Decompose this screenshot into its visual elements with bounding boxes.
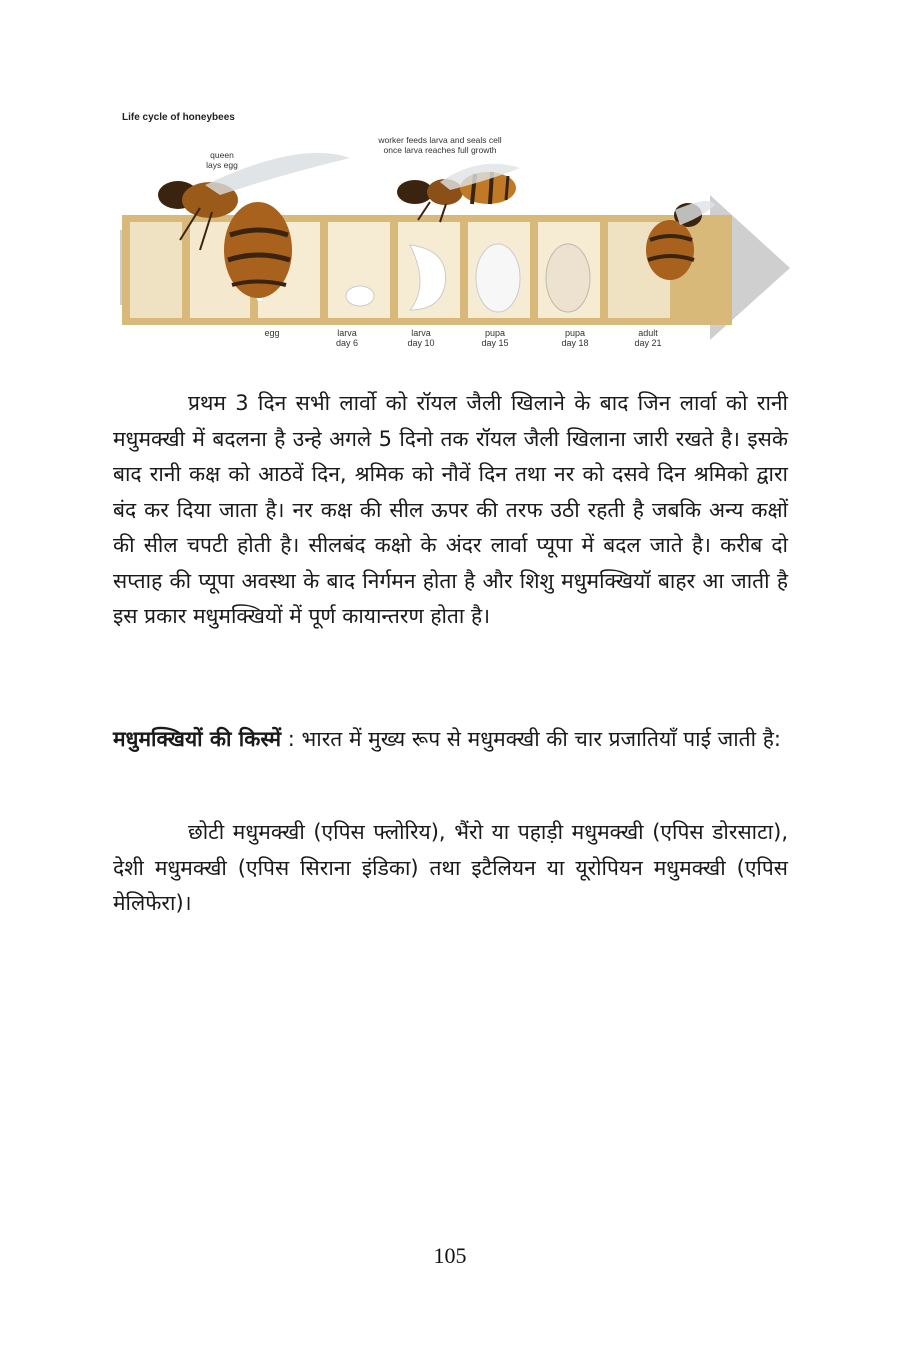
queen-note-line-1: queen [210,150,234,160]
stage-label-larva-day6: larva day 6 [335,328,359,348]
stage-label-pupa-day15: pupa day 15 [481,328,509,348]
paragraph-metamorphosis: प्रथम 3 दिन सभी लार्वो को रॉयल जैली खिलाने के बाद जिन लार्वा को रानी मधुमक्खी में बदलना है उन्हे अगले 5 दिनो तक रॉयल जैली खिलाना जारी रखते है। इसके बाद रानी कक्ष को आठवें दिन, श्रमिक को नौवें दिन तथा नर को दसवे दिन श्रमिको द्वारा बंद कर दिया जाता है। नर कक्ष की सील ऊपर की तरफ उठी रहती है जबकि अन्य कक्षों की सील चपटी होती है। सीलबंद कक्षो के अंदर लार्वा प्यूपा में बदल जाते है। करीब दो सप्ताह की प्यूपा अवस्था के बाद निर्गमन होता है और शिशु मधुमक्खियॉ बाहर आ जाती है इस प्रकार मधुमक्खियों में पूर्ण कायान्तरण होता है। [113,391,788,628]
larva-day6-mark [346,286,374,306]
stage-label-larva-day10: larva day 10 [407,328,435,348]
worker-note-line-1: worker feeds larva and seals cell [378,135,502,145]
stage-label-egg: egg [264,328,280,338]
stage-label-pupa-day18: pupa day 18 [561,328,589,348]
pupa-day15-mark [476,244,520,312]
paragraph-bee-species: छोटी मधुमक्खी (एपिस फ्लोरिय), भैंरो या पहाड़ी मधुमक्खी (एपिस डोरसाटा), देशी मधुमक्खी (एपिस सिराना इंडिका) तथा इटैलियन या यूरोपियन मधुमक्खी (एपिस मेलिफेरा)। [113,820,788,915]
life-cycle-illustration [110,100,800,362]
stage-label-adult-day21: adult day 21 [634,328,662,348]
page-number: 105 [433,1243,467,1268]
paragraph-bee-types [113,722,788,758]
bee-types-heading: मधुमक्खियों की किस्में [113,727,282,751]
worker-bee-mark [397,164,520,222]
pupa-day18-mark [546,244,590,312]
honeybee-life-cycle-figure [110,100,800,362]
queen-note-line-2: lays egg [206,160,238,170]
figure-title: Life cycle of honeybees [122,112,235,123]
bee-types-intro: : भारत में मुख्य रूप से मधुमक्खी की चार प्रजातियाँ पाई जाती है: [281,727,781,751]
worker-note-line-2: once larva reaches full growth [383,145,497,155]
